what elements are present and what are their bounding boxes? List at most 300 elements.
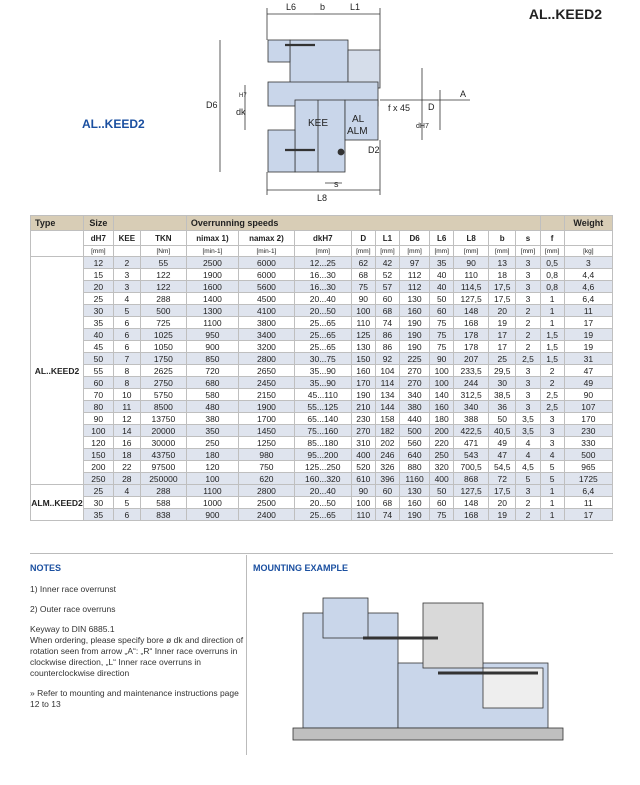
table-cell: 75 [351, 281, 375, 293]
table-cell: 110 [454, 269, 489, 281]
table-cell: 90 [454, 257, 489, 269]
dim-d: D [428, 102, 435, 112]
table-cell: 500 [564, 449, 612, 461]
table-cell: 130 [400, 293, 430, 305]
table-cell: 388 [454, 413, 489, 425]
table-cell: 200 [430, 425, 454, 437]
table-cell: 543 [454, 449, 489, 461]
table-cell: 3 [516, 293, 540, 305]
symbol-cell: dkH7 [294, 231, 351, 246]
table-cell: 62 [351, 257, 375, 269]
table-cell: 0,5 [540, 257, 564, 269]
table-cell: 326 [375, 461, 399, 473]
table-cell: 100 [84, 425, 114, 437]
table-cell: 130 [351, 341, 375, 353]
table-cell: 6000 [239, 257, 295, 269]
table-cell: 2500 [186, 257, 238, 269]
table-cell: 500 [400, 425, 430, 437]
table-cell: 25 [489, 353, 516, 365]
table-cell: 178 [454, 329, 489, 341]
table-cell: 1900 [186, 269, 238, 281]
symbol-cell: L6 [430, 231, 454, 246]
table-cell: 30...75 [294, 353, 351, 365]
dim-l6: L6 [286, 2, 297, 12]
table-cell: 75 [430, 329, 454, 341]
table-cell: 4,5 [516, 461, 540, 473]
table-cell: 1300 [186, 305, 238, 317]
table-cell: 244 [454, 377, 489, 389]
table-cell: 178 [454, 341, 489, 353]
table-cell: 70 [84, 389, 114, 401]
table-cell: 3 [540, 425, 564, 437]
note-refer: » Refer to mounting and maintenance instructions page 12 to 13 [30, 688, 239, 709]
table-cell: 16...30 [294, 281, 351, 293]
table-cell: 4,6 [564, 281, 612, 293]
table-cell: 13 [489, 257, 516, 269]
symbol-cell: D6 [400, 231, 430, 246]
table-cell: 20...40 [294, 293, 351, 305]
table-cell: 168 [454, 317, 489, 329]
table-cell: 230 [351, 413, 375, 425]
table-cell: 1,5 [540, 341, 564, 353]
table-cell: 725 [140, 317, 186, 329]
table-cell: 2650 [239, 365, 295, 377]
table-cell: 17 [489, 341, 516, 353]
table-cell: 49 [489, 437, 516, 449]
table-cell: 28 [113, 473, 140, 485]
table-cell: 1400 [186, 293, 238, 305]
table-cell: 3 [516, 269, 540, 281]
table-cell: 40 [430, 269, 454, 281]
table-cell: 90 [351, 293, 375, 305]
table-cell: 900 [186, 509, 238, 521]
table-cell: 3 [516, 365, 540, 377]
table-cell: 125 [351, 329, 375, 341]
table-cell: 90 [430, 353, 454, 365]
table-cell: 320 [430, 461, 454, 473]
table-cell: 310 [351, 437, 375, 449]
table-cell: 110 [351, 317, 375, 329]
table-row [31, 425, 613, 437]
table-cell: 270 [400, 377, 430, 389]
table-cell: 3,5 [516, 425, 540, 437]
symbol-cell: L8 [454, 231, 489, 246]
mounting-drawing [253, 573, 613, 773]
unit-cell: [mm] [400, 246, 430, 257]
symbol-cell [564, 231, 612, 246]
table-cell: 2 [113, 257, 140, 269]
table-cell: 19 [489, 509, 516, 521]
table-row [31, 353, 613, 365]
table-cell: 35 [84, 509, 114, 521]
table-cell: 19 [564, 329, 612, 341]
table-cell: 270 [351, 425, 375, 437]
symbol-cell: KEE [113, 231, 140, 246]
table-cell: 112 [400, 281, 430, 293]
table-cell: 838 [140, 509, 186, 521]
symbol-cell: L1 [375, 231, 399, 246]
notes-section [30, 563, 245, 719]
table-cell: 17,5 [489, 293, 516, 305]
column-divider [246, 555, 247, 755]
table-cell: 17,5 [489, 485, 516, 497]
table-row [31, 437, 613, 449]
unit-cell: [mm] [516, 246, 540, 257]
table-cell: 90 [84, 413, 114, 425]
dim-l8: L8 [317, 193, 328, 203]
table-cell: 2500 [239, 497, 295, 509]
mounting-heading: MOUNTING EXAMPLE [253, 563, 349, 573]
table-cell: 30 [84, 305, 114, 317]
table-cell: 233,5 [454, 365, 489, 377]
table-cell: 170 [351, 377, 375, 389]
table-cell: 35 [84, 317, 114, 329]
table-cell: 97 [400, 257, 430, 269]
table-cell: 95...200 [294, 449, 351, 461]
table-cell: 140 [430, 389, 454, 401]
table-cell: 700,5 [454, 461, 489, 473]
table-cell: 75 [430, 509, 454, 521]
table-cell: 60 [84, 377, 114, 389]
table-cell: 210 [351, 401, 375, 413]
table-cell: 47 [489, 449, 516, 461]
table-cell: 50 [489, 413, 516, 425]
table-cell: 6 [113, 317, 140, 329]
table-cell: 4 [540, 449, 564, 461]
table-cell: 3 [516, 377, 540, 389]
technical-drawing [190, 0, 490, 205]
table-cell: 1600 [186, 281, 238, 293]
table-cell: 17 [564, 509, 612, 521]
table-cell: 2800 [239, 485, 295, 497]
table-cell: 1100 [186, 317, 238, 329]
label-al: AL [352, 114, 365, 125]
table-cell: 182 [375, 425, 399, 437]
table-cell: 190 [400, 329, 430, 341]
table-cell: 60 [430, 497, 454, 509]
notes-heading: NOTES [30, 563, 62, 573]
header-weight: Weight [564, 216, 612, 231]
table-cell: 2 [516, 317, 540, 329]
table-cell: 40,5 [489, 425, 516, 437]
symbol-cell: D [351, 231, 375, 246]
table-cell: 114,5 [454, 281, 489, 293]
table-cell: 72 [489, 473, 516, 485]
dim-b: b [320, 2, 326, 12]
unit-cell: [mm] [294, 246, 351, 257]
table-cell: 120 [186, 461, 238, 473]
table-cell: 3800 [239, 317, 295, 329]
unit-cell [113, 246, 140, 257]
table-cell: 2 [516, 497, 540, 509]
type-cell: ALM..KEED2 [31, 485, 84, 521]
table-cell: 4 [516, 437, 540, 449]
table-cell: 190 [400, 509, 430, 521]
dim-fx45: f x 45 [388, 103, 411, 113]
table-row [31, 293, 613, 305]
table-cell: 250 [430, 449, 454, 461]
table-cell: 6 [113, 341, 140, 353]
unit-cell: [mm] [375, 246, 399, 257]
table-cell: 2,5 [516, 353, 540, 365]
table-cell: 110 [351, 509, 375, 521]
table-cell: 100 [430, 365, 454, 377]
spec-table [30, 215, 613, 521]
table-cell: 3 [516, 281, 540, 293]
table-row [31, 365, 613, 377]
table-cell: 12 [84, 257, 114, 269]
table-cell: 1 [540, 509, 564, 521]
table-cell: 270 [400, 365, 430, 377]
unit-cell: [mm] [454, 246, 489, 257]
symbol-cell: f [540, 231, 564, 246]
table-cell: 50 [430, 485, 454, 497]
table-cell: 11 [113, 401, 140, 413]
table-cell: 180 [186, 449, 238, 461]
table-cell: 60 [375, 293, 399, 305]
table-cell: 520 [351, 461, 375, 473]
table-cell: 16...30 [294, 269, 351, 281]
table-cell: 2450 [239, 377, 295, 389]
header-type: Type [31, 216, 84, 231]
table-cell: 120 [84, 437, 114, 449]
dim-s: s [334, 179, 339, 189]
dim-a: A [460, 89, 467, 99]
table-cell: 75 [430, 341, 454, 353]
table-cell: 127,5 [454, 293, 489, 305]
table-cell: 190 [351, 389, 375, 401]
table-cell: 868 [454, 473, 489, 485]
table-cell: 580 [186, 389, 238, 401]
table-cell: 1050 [140, 341, 186, 353]
table-cell: 980 [239, 449, 295, 461]
table-row [31, 497, 613, 509]
table-cell: 2 [540, 365, 564, 377]
table-cell: 17 [564, 317, 612, 329]
table-cell: 114 [375, 377, 399, 389]
table-cell: 5600 [239, 281, 295, 293]
table-cell: 35...90 [294, 377, 351, 389]
table-cell: 396 [375, 473, 399, 485]
table-cell: 19 [489, 317, 516, 329]
table-cell: 54,5 [489, 461, 516, 473]
table-cell: 68 [351, 269, 375, 281]
table-cell: 134 [375, 389, 399, 401]
table-cell: 4500 [239, 293, 295, 305]
table-cell: 130 [400, 485, 430, 497]
table-row [31, 461, 613, 473]
symbol-cell: TKN [140, 231, 186, 246]
table-row [31, 377, 613, 389]
note-keyway: Keyway to DIN 6885.1 [30, 624, 115, 634]
unit-row [31, 246, 613, 257]
table-cell: 50 [430, 293, 454, 305]
table-cell: 86 [375, 329, 399, 341]
table-cell: 1 [540, 497, 564, 509]
table-cell: 17 [489, 329, 516, 341]
table-cell: 49 [564, 377, 612, 389]
table-row [31, 329, 613, 341]
table-cell: 2400 [239, 509, 295, 521]
table-cell: 18 [113, 449, 140, 461]
table-row [31, 341, 613, 353]
unit-cell: [mm] [84, 246, 114, 257]
table-cell: 4 [113, 485, 140, 497]
table-row [31, 281, 613, 293]
table-cell: 1750 [140, 353, 186, 365]
table-cell: 3 [113, 269, 140, 281]
table-cell: 3 [516, 389, 540, 401]
table-cell: 38,5 [489, 389, 516, 401]
table-cell: 97500 [140, 461, 186, 473]
table-cell: 190 [400, 317, 430, 329]
table-cell: 1900 [239, 401, 295, 413]
table-cell: 288 [140, 485, 186, 497]
table-cell: 74 [375, 509, 399, 521]
table-cell: 1,5 [540, 353, 564, 365]
table-cell: 3200 [239, 341, 295, 353]
table-cell: 30 [84, 497, 114, 509]
table-cell: 1700 [239, 413, 295, 425]
table-cell: 1 [540, 293, 564, 305]
table-cell: 560 [400, 437, 430, 449]
table-cell: 11 [564, 497, 612, 509]
table-cell: 20 [84, 281, 114, 293]
symbol-cell: b [489, 231, 516, 246]
table-cell: 3 [516, 401, 540, 413]
table-cell: 1100 [186, 485, 238, 497]
drawing-label: AL..KEED2 [82, 117, 145, 131]
table-cell: 220 [430, 437, 454, 449]
symbol-cell: s [516, 231, 540, 246]
type-cell: AL..KEED2 [31, 257, 84, 485]
table-cell: 3400 [239, 329, 295, 341]
symbol-cell: nimax 1) [186, 231, 238, 246]
table-cell: 8 [113, 365, 140, 377]
table-cell: 680 [186, 377, 238, 389]
table-row [31, 413, 613, 425]
divider [30, 553, 613, 554]
table-cell: 3 [516, 257, 540, 269]
table-cell: 47 [564, 365, 612, 377]
table-cell: 160 [430, 401, 454, 413]
table-cell: 610 [351, 473, 375, 485]
table-cell: 1 [540, 305, 564, 317]
table-cell: 11 [564, 305, 612, 317]
table-cell: 1,5 [540, 329, 564, 341]
table-cell: 6 [113, 329, 140, 341]
table-cell: 122 [140, 281, 186, 293]
table-cell: 31 [564, 353, 612, 365]
table-cell: 35 [430, 257, 454, 269]
header-speeds: Overrunning speeds [186, 216, 540, 231]
table-cell: 148 [454, 305, 489, 317]
table-cell: 20...40 [294, 485, 351, 497]
table-cell: 55 [84, 365, 114, 377]
symbol-cell: dH7 [84, 231, 114, 246]
table-cell: 330 [564, 437, 612, 449]
table-cell: 400 [351, 449, 375, 461]
table-cell: 1450 [239, 425, 295, 437]
table-cell: 4 [516, 449, 540, 461]
table-cell: 12...25 [294, 257, 351, 269]
table-cell: 57 [375, 281, 399, 293]
table-cell: 127,5 [454, 485, 489, 497]
table-cell: 29,5 [489, 365, 516, 377]
table-cell: 2 [516, 341, 540, 353]
table-cell: 2,5 [540, 401, 564, 413]
table-cell: 250 [84, 473, 114, 485]
table-cell: 2750 [140, 377, 186, 389]
table-cell: 288 [140, 293, 186, 305]
table-cell: 68 [375, 497, 399, 509]
table-cell: 86 [375, 341, 399, 353]
table-cell: 440 [400, 413, 430, 425]
table-cell: 100 [351, 305, 375, 317]
table-cell: 92 [375, 353, 399, 365]
table-cell: 200 [84, 461, 114, 473]
dim-dh7: dH7 [416, 123, 429, 130]
table-cell: 1000 [186, 497, 238, 509]
dim-d6: D6 [206, 100, 218, 110]
table-cell: 380 [186, 413, 238, 425]
table-cell: 16 [113, 437, 140, 449]
table-cell: 75...160 [294, 425, 351, 437]
table-row [31, 389, 613, 401]
table-cell: 3 [516, 485, 540, 497]
unit-cell: [min-1] [186, 246, 238, 257]
table-cell: 40 [84, 329, 114, 341]
table-cell: 74 [375, 317, 399, 329]
table-cell: 471 [454, 437, 489, 449]
table-cell: 158 [375, 413, 399, 425]
table-cell: 65...140 [294, 413, 351, 425]
table-cell: 55...125 [294, 401, 351, 413]
table-cell: 20000 [140, 425, 186, 437]
table-cell: 620 [239, 473, 295, 485]
table-cell: 18 [489, 269, 516, 281]
table-row [31, 509, 613, 521]
table-cell: 15 [84, 269, 114, 281]
table-cell: 4100 [239, 305, 295, 317]
dim-d2: D2 [368, 145, 380, 155]
unit-cell: [kg] [564, 246, 612, 257]
table-cell: 112 [400, 269, 430, 281]
table-cell: 5 [516, 473, 540, 485]
table-cell: 90 [351, 485, 375, 497]
table-cell: 2800 [239, 353, 295, 365]
table-cell: 104 [375, 365, 399, 377]
header-size: Size [84, 216, 114, 231]
table-cell: 25...65 [294, 317, 351, 329]
table-cell: 1250 [239, 437, 295, 449]
table-cell: 190 [400, 341, 430, 353]
table-cell: 2 [516, 329, 540, 341]
table-cell: 25 [84, 293, 114, 305]
table-cell: 45 [84, 341, 114, 353]
table-cell: 400 [430, 473, 454, 485]
table-cell: 25...65 [294, 341, 351, 353]
table-cell: 30000 [140, 437, 186, 449]
table-cell: 25...65 [294, 509, 351, 521]
table-cell: 6,4 [564, 293, 612, 305]
table-cell: 2150 [239, 389, 295, 401]
table-cell: 125...250 [294, 461, 351, 473]
table-cell: 50 [84, 353, 114, 365]
table-cell: 350 [186, 425, 238, 437]
table-row [31, 305, 613, 317]
table-cell: 160 [400, 497, 430, 509]
